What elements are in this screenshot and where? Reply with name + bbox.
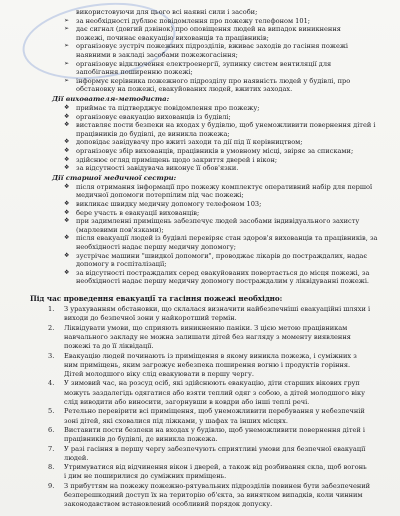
text-line: організовує зустріч пожежних підрозділів, вживає заходів до гасіння пожежі (76, 42, 349, 51)
item-number: 8. (48, 463, 55, 472)
text-line: інформує керівника пожежного підрозділу про наявність людей у будівлі, про (76, 76, 351, 85)
text-line: викликає швидку медичну допомогу телефоном 103; (76, 200, 262, 208)
text-line: пожежі, починає евакуацію вихованців та працівників; (76, 33, 269, 42)
bullet-diamond-icon: ❖ (64, 217, 70, 225)
text-line: Евакуацію людей починають із приміщення в якому виникла пожежа, і суміжних з (64, 351, 357, 360)
bullet-diamond-icon: ❖ (64, 268, 70, 276)
text-line: доповідає завідувачу про вжиті заходи та дії під її керівництвом; (76, 138, 303, 147)
bullet-diamond-icon: ❖ (64, 155, 70, 163)
text-line: при задимленні приміщень забезпечує людей засобами індивідуального захисту (76, 217, 360, 226)
text-line: Ліквідувати умови, що сприяють виникненню паніки. З цією метою працівникам (64, 323, 348, 332)
text-line: допомогу в госпіталізації; (76, 260, 167, 269)
text-line: можуть заздалегідь одягатися або взяти теплий одяг з собою, а дітей молодшого віку (64, 388, 366, 397)
text-line: законодавством встановлений особливий порядок допуску. (64, 500, 273, 509)
item-number: 7. (48, 444, 55, 453)
text-line: необхідності надає першу медичну допомогу постраждалим у ліквідуванні пожежі. (76, 277, 370, 286)
text-line: (марлевими пов'язками); (76, 225, 164, 234)
text-line: ним приміщень, яким загрожує небезпека поширення вогню і продуктів горіння. (64, 360, 351, 369)
text-line: З прибуттям на пожежу пожежно-рятувальних підрозділів повинен бути забезпечений (64, 481, 371, 490)
text-line: Утримуватися від відчинення вікон і дверей, а також від розбивання скла, щоб вогонь (64, 463, 367, 472)
text-line: організовує відключення електроенергії, зупинку систем вентиляції для (76, 59, 332, 68)
item-number: 3. (48, 351, 55, 360)
bullet-diamond-icon: ❖ (64, 251, 70, 259)
text-line: за відсутності постраждалих серед евакуйованих повертається до місця пожежі, за (76, 268, 370, 277)
bullet-diamond-icon: ❖ (64, 234, 70, 242)
section-heading: Дії старшої медичної сестри: (52, 173, 177, 182)
text-line: Ретельно перевірити всі приміщення, щоб унеможливити перебування у небезпечній (64, 407, 365, 416)
bullet-diamond-icon: ❖ (64, 147, 70, 154)
text-line: слід виводити або виносити, загорнувши в ковдри або інші теплі речі. (64, 398, 310, 406)
text-line: організовує збір вихованців, працівників в умовному місці, звіряє за списками; (76, 147, 354, 155)
text-line: пожежі та до її ліквідації. (64, 342, 154, 351)
bullet-arrow-icon: ➢ (64, 16, 70, 24)
text-line: У зимовий час, на розсуд осіб, які здійснюють евакуацію, діти старших вікових груп (64, 379, 360, 388)
bullet-diamond-icon: ❖ (64, 112, 70, 120)
text-line: навчального закладу не можна залишати дітей без нагляду з моменту виявлення (64, 332, 351, 341)
main-heading: Під час проведення евакуації та гасіння пожежі необхідно: (30, 294, 283, 303)
bullet-arrow-icon: ➢ (64, 25, 70, 33)
text-line: зоні дітей, які сховалися під ліжками, у шафах та інших місцях. (64, 416, 288, 425)
bullet-diamond-icon: ❖ (64, 121, 70, 129)
text-line: працівників до будівлі, де виникла пожежа. (64, 435, 218, 444)
text-line: і дим не поширилися до суміжних приміщень. (64, 472, 227, 481)
text-line: людей. (64, 453, 89, 462)
text-line: наявними в закладі засобами пожежогасіння; (76, 51, 238, 59)
bullet-diamond-icon: ❖ (64, 164, 70, 172)
text-line: використовуючи для цього всі наявні сили і засоби; (76, 8, 258, 16)
text-line: зустрічає машини "швидкої допомоги", проводжає лікарів до постраждалих, надає (76, 251, 368, 260)
bullet-diamond-icon: ❖ (64, 104, 70, 111)
text-line: медичної допомоги потерпілим під час пожежі; (76, 191, 244, 200)
text-line: за необхідності дублює повідомлення про пожежу телефоном 101; (76, 16, 310, 25)
text-line: дає сигнал (довгий дзвінок) про оповіщення людей на випадок виникнення (76, 25, 341, 34)
text-line: здійснює огляд приміщень щодо закриття дверей і вікон; (76, 155, 278, 164)
text-line: запобігання поширенню пожежі; (76, 68, 193, 77)
text-line: після евакуації людей із будівлі перевіряє стан здоров'я вихованців та працівників, за (76, 234, 378, 243)
bullet-diamond-icon: ❖ (64, 182, 70, 190)
text-line: приймає та підтверджує повідомлення про пожежу; (76, 104, 260, 112)
bullet-diamond-icon: ❖ (64, 200, 70, 207)
text-line: після отримання інформації про пожежу комплектує оперативний набір для першої (76, 182, 373, 191)
bullet-arrow-icon: ➢ (64, 59, 70, 67)
bullet-arrow-icon: ➢ (64, 76, 70, 84)
item-number: 4. (48, 379, 55, 388)
text-line: безперешкодний доступ їх на територію об'єкта, за винятком випадків, коли чинним (64, 491, 363, 499)
item-number: 5. (48, 407, 55, 416)
item-number: 9. (48, 481, 55, 490)
text-line: працівників до будівлі, де виникла пожежа; (76, 129, 230, 138)
text-line: Дітей молодшого віку слід евакуювати в першу чергу. (64, 370, 254, 379)
bullet-arrow-icon: ➢ (64, 42, 70, 50)
text-line: організовує евакуацію вихованців із будівлі; (76, 112, 231, 121)
text-line: необхідності надає першу медичну допомогу; (76, 243, 237, 251)
section-heading: Дії вихователя-методиста: (52, 95, 170, 103)
text-line: З урахуванням обстановки, що склалася визначити найбезпечніші евакуаційні шляхи і (64, 305, 371, 313)
text-line: виходи до безпечної зони у найкоротший термін. (64, 314, 237, 323)
item-number: 1. (48, 305, 55, 313)
bullet-diamond-icon: ❖ (64, 138, 70, 146)
text-line: за відсутності завідувача виконує її обов'язки. (76, 164, 239, 173)
text-line: обстановку на пожежі, евакуйованих людей, вжитих заходах. (76, 85, 293, 94)
bullet-diamond-icon: ❖ (64, 208, 70, 216)
text-line: виставляє пости безпеки на входах у будівлю, щоб унеможливити повернення дітей і (76, 121, 376, 130)
text-line: Виставити пости безпеки на входах у будівлю, щоб унеможливити повернення дітей і (64, 425, 365, 434)
item-number: 2. (48, 323, 55, 332)
text-line: бере участь в евакуації вихованців; (76, 208, 200, 217)
item-number: 6. (48, 425, 55, 434)
text-line: У разі гасіння в першу чергу забезпечують сприятливі умови для безпечної евакуації (64, 444, 366, 453)
